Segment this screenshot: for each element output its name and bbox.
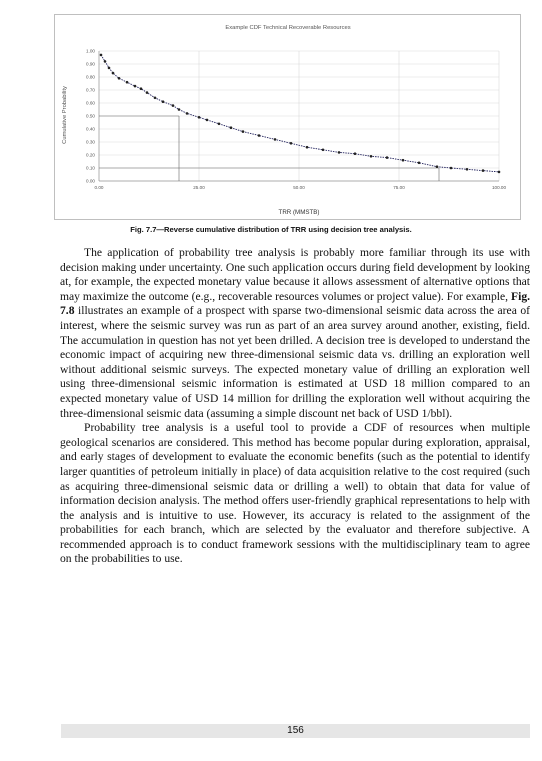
data-point [140, 87, 143, 90]
data-point [274, 138, 277, 141]
data-point [354, 152, 357, 155]
data-point [206, 119, 209, 122]
x-tick-label: 100.00 [491, 185, 507, 190]
y-axis-label: Cumulative Probability [62, 86, 68, 144]
data-point [436, 165, 439, 168]
data-point [290, 142, 293, 145]
y-tick-label: 0.40 [86, 126, 95, 132]
body-text [60, 246, 530, 567]
data-point [218, 123, 221, 126]
x-tick-label: 75.00 [393, 185, 405, 190]
data-point [172, 104, 175, 107]
x-tick-label: 25.00 [193, 185, 205, 190]
series-line [101, 55, 499, 172]
data-point [418, 162, 421, 165]
page-number-bar [61, 724, 530, 738]
data-point [402, 159, 405, 162]
data-point [322, 149, 325, 152]
data-point [100, 54, 103, 57]
figure-caption: Fig. 7.7—Reverse cumulative distribution of TRR using decision tree analysis. [130, 225, 412, 234]
data-point [306, 146, 309, 149]
paragraph-1-text: The application of probability tree analysis is probably more familiar through its use with decision making under uncertainty. One such application occurs during field development by looking at, for example, the expected monetary value because it allows assessment of alternative options that may maximize the outcome (e.g., recoverable resources volumes or project value). For example, [60, 246, 530, 303]
x-axis-label: TRR (MMSTB) [278, 209, 320, 216]
data-point [450, 167, 453, 170]
page-number: 156 [287, 725, 304, 736]
paragraph-2: Probability tree analysis is a useful tool to provide a CDF of resources when multiple geological scenarios are considered. This method has become popular during exploration, appraisal, and early stages of development to evaluate the economic benefits (such as the potential to identify larger quantities of petroleum initially in place) of data acquisition relative to the cost required (such as acquiring three-dimensional seismic data or drilling a well) to obtain that data for value of information decision analysis. The method offers user-friendly graphical representations to help with the analysis and is intuitive to use. However, its accuracy is related to the assignment of the probabilities for each branch, which are selected by the evaluator and therefore subjective. A recommended approach is to conduct framework sessions with the multidisciplinary team to agree on the probabilities to use. [60, 421, 530, 566]
x-tick-label: 50.00 [293, 185, 305, 190]
data-point [242, 130, 245, 133]
y-tick-label: 0.20 [86, 152, 95, 158]
data-point [178, 108, 181, 111]
data-point [186, 112, 189, 115]
y-tick-label: 0.10 [86, 165, 95, 171]
figure-reference: Fig. 7.8 [60, 289, 531, 318]
paragraph-1-rest: illustrates an example of a prospect with sparse two-dimensional seismic data across the area of interest, where the seismic survey was run as part of an area survey around another, existing, field. The accumulation in question has not yet been drilled. A decision tree is developed to understand the economic impact of acquiring new three-dimensional seismic data vs. drilling an exploration well without additional seismic surveys. The expected monetary value of drilling an exploration well using three-dimensional seismic information is estimated at USD 18 million compared to an expected monetary value of USD 14 million for drilling the exploration well without acquiring the three-dimensional seismic data (assuming a simple discount net back of USD 1/bbl). [60, 304, 530, 420]
data-point [134, 85, 137, 88]
y-tick-label: 0.00 [86, 178, 95, 184]
x-tick-label: 0.00 [94, 185, 104, 190]
data-point [104, 60, 107, 63]
chart-title: Example CDF Technical Recoverable Resources [225, 25, 351, 31]
data-point [338, 151, 341, 154]
y-tick-label: 0.80 [86, 74, 95, 80]
data-point [126, 81, 129, 84]
data-point [230, 126, 233, 129]
y-tick-label: 0.60 [86, 100, 95, 106]
data-point [370, 155, 373, 158]
paragraph-1 [60, 246, 530, 421]
data-point [112, 72, 115, 75]
chart-figure [54, 14, 521, 220]
data-point [118, 77, 121, 80]
y-tick-label: 0.70 [86, 87, 95, 93]
data-point [386, 156, 389, 159]
data-point [108, 67, 111, 70]
y-tick-label: 1.00 [86, 48, 95, 54]
data-point [198, 116, 201, 119]
data-point [154, 97, 157, 100]
y-tick-label: 0.30 [86, 139, 95, 145]
cdf-chart [55, 15, 522, 221]
y-tick-label: 0.90 [86, 61, 95, 67]
data-point [146, 91, 149, 94]
data-point [466, 168, 469, 171]
data-point [498, 171, 501, 174]
y-tick-label: 0.50 [86, 113, 95, 119]
data-point [482, 169, 485, 172]
data-point [258, 134, 261, 137]
data-point [162, 100, 165, 103]
